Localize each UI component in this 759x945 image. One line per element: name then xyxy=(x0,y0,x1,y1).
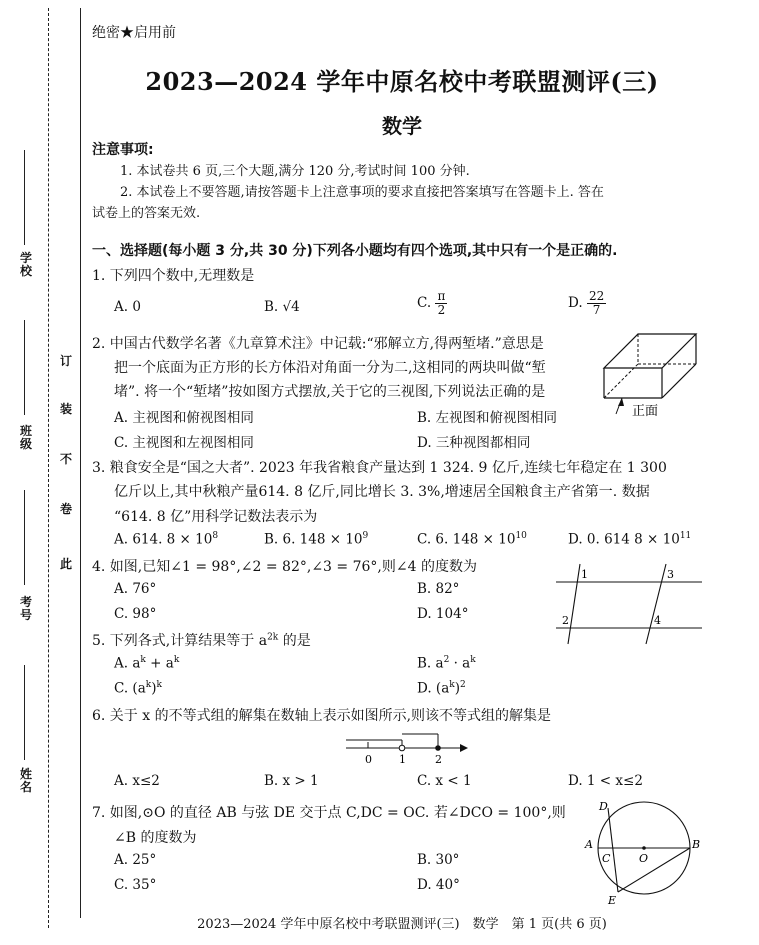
question-7-line: ∠B 的度数为 xyxy=(114,830,197,846)
page-border-line xyxy=(80,8,81,918)
name-label: 姓名 xyxy=(19,767,32,794)
binding-warning-char: 订 xyxy=(59,354,72,368)
q2-prism-figure xyxy=(600,328,710,423)
binding-warning-char: 装 xyxy=(59,402,72,416)
school-label: 学校 xyxy=(19,251,32,278)
q6-option-d: D. 1 < x≤2 xyxy=(568,773,643,789)
q7-option-d: D. 40° xyxy=(417,877,460,893)
page-footer: 2023—2024 学年中原名校中考联盟测评(三) 数学 第 1 页(共 6 页) xyxy=(197,917,607,932)
q3-option-a: A. 614. $8 \times 10^8$ xyxy=(114,531,219,548)
q4-option-a: A. 76° xyxy=(114,581,157,597)
q1-option-b: B. √4 xyxy=(264,299,300,315)
point-a-label: A xyxy=(585,838,593,851)
angle-3-label: 3 xyxy=(667,568,674,581)
axis-tick-2: 2 xyxy=(435,753,442,766)
q4-option-c: C. 98° xyxy=(114,606,157,622)
question-2-line: 把一个底面为正方形的长方体沿对角面一分为二,这相同的两块叫做“堑 xyxy=(114,360,546,376)
q1-option-c: C. $\frac{\pi}{2}$ xyxy=(417,289,446,317)
q3-option-d: D. 0. 614 $8 \times 10^{11}$ xyxy=(568,531,692,548)
axis-tick-0: 0 xyxy=(365,753,372,766)
q1-option-a: A. 0 xyxy=(114,299,141,315)
notice-heading: 注意事项: xyxy=(92,142,154,158)
q7-option-a: A. 25° xyxy=(114,852,157,868)
point-e-label: E xyxy=(608,894,617,906)
q3-option-b: B. 6. $148 \times 10^9$ xyxy=(264,531,369,548)
question-5-stem: 5. 下列各式,计算结果等于 $a^{2k}$ 的是 xyxy=(92,632,311,649)
q4-option-d: D. 104° xyxy=(417,606,469,622)
point-o-label: O xyxy=(639,852,649,865)
class-fill-line xyxy=(24,320,25,415)
q5-option-d: D. $(a^k)^2$ xyxy=(417,680,466,697)
q4-parallel-lines-figure xyxy=(554,560,704,645)
angle-1-label: 1 xyxy=(581,568,588,581)
school-fill-line xyxy=(24,150,25,245)
q5-option-a: A. $a^k + a^k$ xyxy=(114,655,180,672)
q6-number-line-figure xyxy=(342,728,472,768)
question-6-stem: 6. 关于 x 的不等式组的解集在数轴上表示如图所示,则该不等式组的解集是 xyxy=(92,708,552,724)
binding-dashed-line xyxy=(48,8,49,928)
q1-option-d: D. $\frac{22}{7}$ xyxy=(568,289,605,317)
q2-option-a: A. 主视图和俯视图相同 xyxy=(114,410,254,426)
angle-4-label: 4 xyxy=(654,614,661,627)
exam-number-label: 考号 xyxy=(19,595,32,622)
q7-option-b: B. 30° xyxy=(417,852,460,868)
secret-mark: 绝密★启用前 xyxy=(92,25,176,41)
q2-front-label: 正面 xyxy=(632,404,659,419)
q6-option-b: B. x > 1 xyxy=(264,773,319,789)
q4-option-b: B. 82° xyxy=(417,581,460,597)
binding-warning-char: 此 xyxy=(59,557,72,571)
question-2-line: 2. 中国古代数学名著《九章算术注》中记载:“邪解立方,得两堑堵.”意思是 xyxy=(92,336,544,352)
exam-number-fill-line xyxy=(24,490,25,585)
notice-line: 2. 本试卷上不要答题,请按答题卡上注意事项的要求直接把答案填写在答题卡上. 答在 xyxy=(120,185,604,200)
question-1-stem: 1. 下列四个数中,无理数是 xyxy=(92,268,255,284)
question-2-line: 堵”. 将一个“堑堵”按如图方式摆放,关于它的三视图,下列说法正确的是 xyxy=(114,384,546,400)
q2-option-d: D. 三种视图都相同 xyxy=(417,435,531,451)
question-3-line: “614. 8 亿”用科学记数法表示为 xyxy=(114,509,318,525)
class-label: 班级 xyxy=(19,424,32,451)
point-b-label: B xyxy=(692,838,701,851)
notice-line: 试卷上的答案无效. xyxy=(92,206,201,221)
binding-warning-char: 不 xyxy=(59,452,72,466)
axis-tick-1: 1 xyxy=(399,753,406,766)
question-4-stem: 4. 如图,已知∠1 = 98°,∠2 = 82°,∠3 = 76°,则∠4 的度数为 xyxy=(92,559,477,575)
question-3-line: 3. 粮食安全是“国之大者”. 2023 年我省粮食产量达到 1 324. 9 亿斤,连续七年稳定在 1 300 xyxy=(92,460,667,476)
point-c-label: C xyxy=(602,852,611,865)
name-fill-line xyxy=(24,665,25,760)
q3-option-c: C. 6. $148 \times 10^{10}$ xyxy=(417,531,527,548)
q6-option-a: A. x≤2 xyxy=(114,773,160,789)
q2-option-b: B. 左视图和俯视图相同 xyxy=(417,410,558,426)
point-d-label: D xyxy=(599,800,608,813)
subject-title: 数学 xyxy=(382,114,422,138)
angle-2-label: 2 xyxy=(562,614,569,627)
q6-option-c: C. x < 1 xyxy=(417,773,472,789)
section-heading: 一、选择题(每小题 3 分,共 30 分)下列各小题均有四个选项,其中只有一个是正确的. xyxy=(92,243,618,259)
binding-margin xyxy=(0,0,80,945)
q5-option-c: C. $(a^k)^k$ xyxy=(114,680,162,697)
binding-warning-char: 卷 xyxy=(59,502,72,516)
q5-option-b: B. $a^2 \cdot a^k$ xyxy=(417,655,476,672)
notice-line: 1. 本试卷共 6 页,三个大题,满分 120 分,考试时间 100 分钟. xyxy=(120,164,470,179)
q2-option-c: C. 主视图和左视图相同 xyxy=(114,435,254,451)
q7-circle-figure xyxy=(584,800,706,906)
question-3-line: 亿斤以上,其中秋粮产量614. 8 亿斤,同比增长 3. 3%,增速居全国粮食主产省第一. 数据 xyxy=(114,484,650,500)
q7-option-c: C. 35° xyxy=(114,877,157,893)
exam-title: 2023—2024 学年中原名校中考联盟测评(三) xyxy=(145,67,659,96)
question-7-line: 7. 如图,⊙O 的直径 AB 与弦 DE 交于点 C,DC = OC. 若∠DCO = 100°,则 xyxy=(92,805,566,821)
